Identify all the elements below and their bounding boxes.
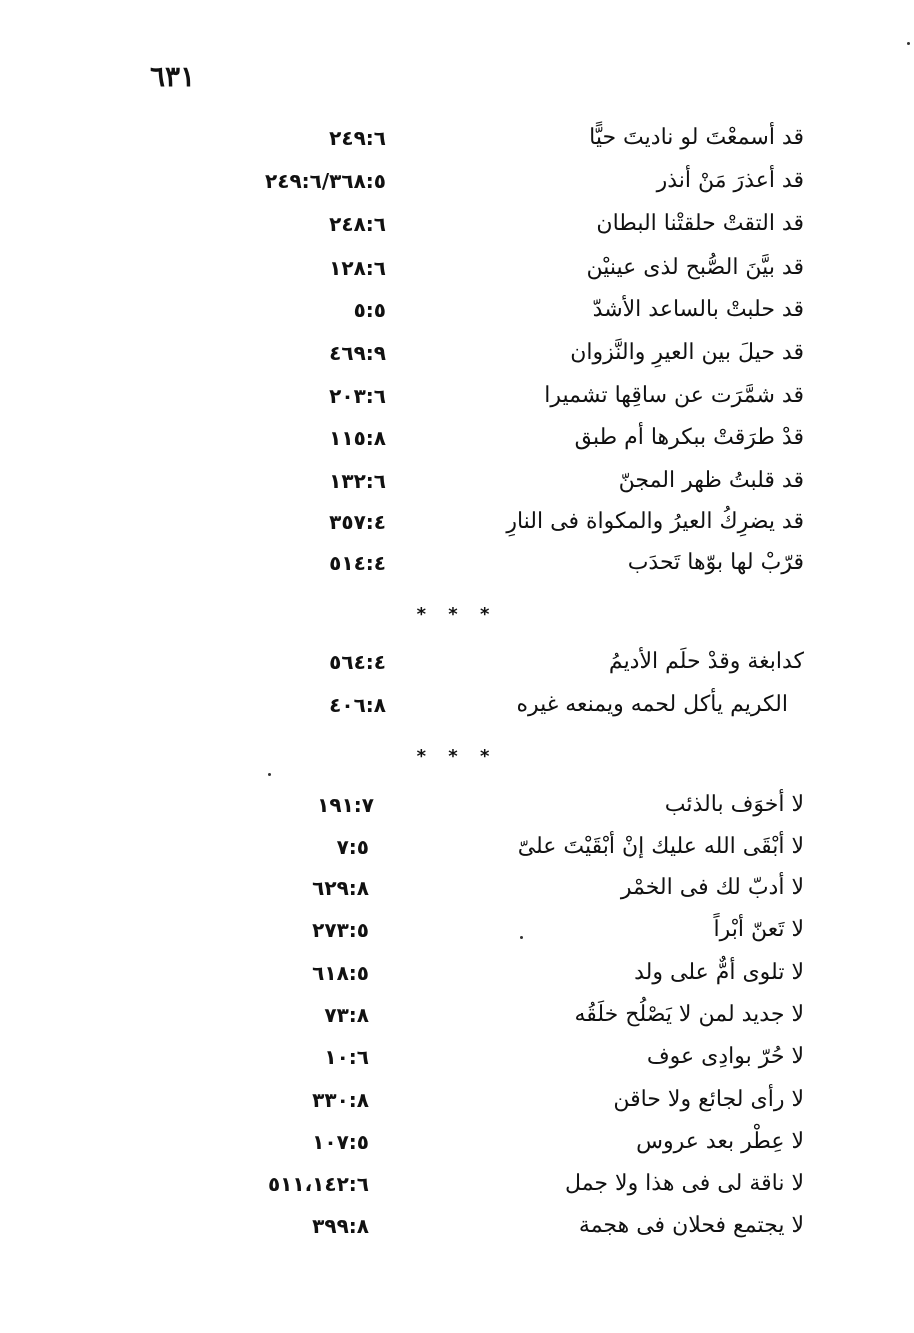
reference: ١٢٨:٦	[329, 256, 386, 280]
proverb-text: لا تلوى أمٌّ على ولد	[634, 960, 804, 985]
reference: ٢٤٩:٦/٣٦٨:٥	[265, 169, 386, 193]
list-item	[0, 1206, 914, 1246]
reference: ١٩١:٧	[317, 793, 374, 817]
list-item	[0, 1080, 914, 1120]
reference: ٥١٤:٤	[329, 551, 386, 575]
reference: ٣٣٠:٨	[312, 1088, 369, 1112]
proverb-text: لا يجتمع فحلان فى هجمة	[578, 1213, 804, 1238]
list-item	[0, 910, 914, 950]
list-item	[0, 1037, 914, 1077]
section-separator: * * *	[416, 746, 498, 767]
proverb-text: قدْ طرَقتْ ببكرها أم طبق	[574, 425, 804, 450]
proverb-text: لا أدبّ لك فى الخمْر	[620, 875, 804, 900]
reference: ١٠:٦	[324, 1045, 369, 1069]
reference: ٤٠٦:٨	[329, 693, 386, 717]
proverb-text: لا ناقة لى فى هذا ولا جمل	[565, 1171, 804, 1196]
proverb-text: كدابغة وقدْ حلَم الأديمُ	[608, 649, 804, 674]
stray-dot	[907, 42, 910, 45]
reference: ٣٥٧:٤	[329, 510, 386, 534]
proverb-text: قرّبْ لها بوّها تَحدَب	[627, 550, 804, 575]
list-item	[0, 376, 914, 416]
list-item	[0, 333, 914, 373]
reference: ٢٠٣:٦	[329, 384, 386, 408]
proverb-text: لا جديد لمن لا يَصْلُح خلَقُه	[574, 1002, 804, 1027]
proverb-text: لا تَعنّ أبْراً	[713, 917, 804, 942]
reference: ٣٩٩:٨	[312, 1214, 369, 1238]
proverb-text: لا عِطْر بعد عروس	[636, 1129, 804, 1154]
proverb-text: قد أسمعْتَ لو ناديتَ حيًّا	[589, 125, 804, 150]
reference: ٢٤٩:٦	[329, 126, 386, 150]
proverb-text: قد يضرِكُ العيرُ والمكواة فى النارِ	[506, 509, 804, 534]
reference: ٥:٥	[353, 298, 386, 322]
list-item	[0, 685, 914, 725]
list-item	[0, 868, 914, 908]
reference: ٤٦٩:٩	[329, 341, 386, 365]
section-separator: * * *	[416, 604, 498, 625]
reference: ٥١١،١٤٢:٦	[267, 1172, 369, 1196]
proverb-text: قد أعذرَ مَنْ أنذر	[656, 168, 804, 193]
proverb-text: قد شمَّرَت عن ساقِها تشميرا	[544, 383, 804, 408]
list-item	[0, 290, 914, 330]
proverb-text: قد بيَّنَ الصُّبح لذى عينيْن	[586, 255, 804, 280]
reference: ٦١٨:٥	[312, 961, 369, 985]
list-item	[0, 1122, 914, 1162]
proverb-text: لا حُرّ بوادِى عوف	[646, 1044, 804, 1069]
list-item	[0, 785, 914, 825]
reference: ٦٢٩:٨	[312, 876, 369, 900]
proverb-text: قد قلبتُ ظهر المجنّ	[618, 468, 804, 493]
proverb-text: قد التقتْ حلقتْنا البطان	[596, 211, 804, 236]
list-item	[0, 953, 914, 993]
reference: ٧٣:٨	[324, 1003, 369, 1027]
reference: ٢٧٣:٥	[312, 918, 369, 942]
reference: ٢٤٨:٦	[329, 212, 386, 236]
reference: ٧:٥	[336, 835, 369, 859]
reference: ٥٦٤:٤	[329, 650, 386, 674]
list-item	[0, 827, 914, 867]
list-item	[0, 995, 914, 1035]
list-item	[0, 1164, 914, 1204]
list-item	[0, 118, 914, 158]
list-item	[0, 642, 914, 682]
reference: ١٠٧:٥	[312, 1130, 369, 1154]
stray-dot	[268, 773, 271, 776]
proverb-text: الكريم يأكل لحمه ويمنعه غيره	[516, 692, 788, 717]
list-item	[0, 248, 914, 288]
reference: ١٣٢:٦	[329, 469, 386, 493]
list-item	[0, 161, 914, 201]
reference: ١١٥:٨	[329, 426, 386, 450]
proverb-text: لا رأى لجائع ولا حاقن	[613, 1087, 804, 1112]
list-item	[0, 543, 914, 583]
proverb-text: قد حيلَ بين العيرِ والنَّزوان	[570, 340, 804, 365]
proverb-text: قد حلبتْ بالساعد الأشدّ	[592, 297, 804, 322]
list-item	[0, 204, 914, 244]
list-item	[0, 418, 914, 458]
list-item	[0, 502, 914, 542]
proverb-text: لا أبْقَى الله عليك إنْ أبْقَيْتَ علىّ	[517, 834, 804, 859]
proverb-text: لا أخوَف بالذئب	[664, 792, 804, 817]
page-number: ٦٣١	[150, 60, 196, 93]
list-item	[0, 461, 914, 501]
